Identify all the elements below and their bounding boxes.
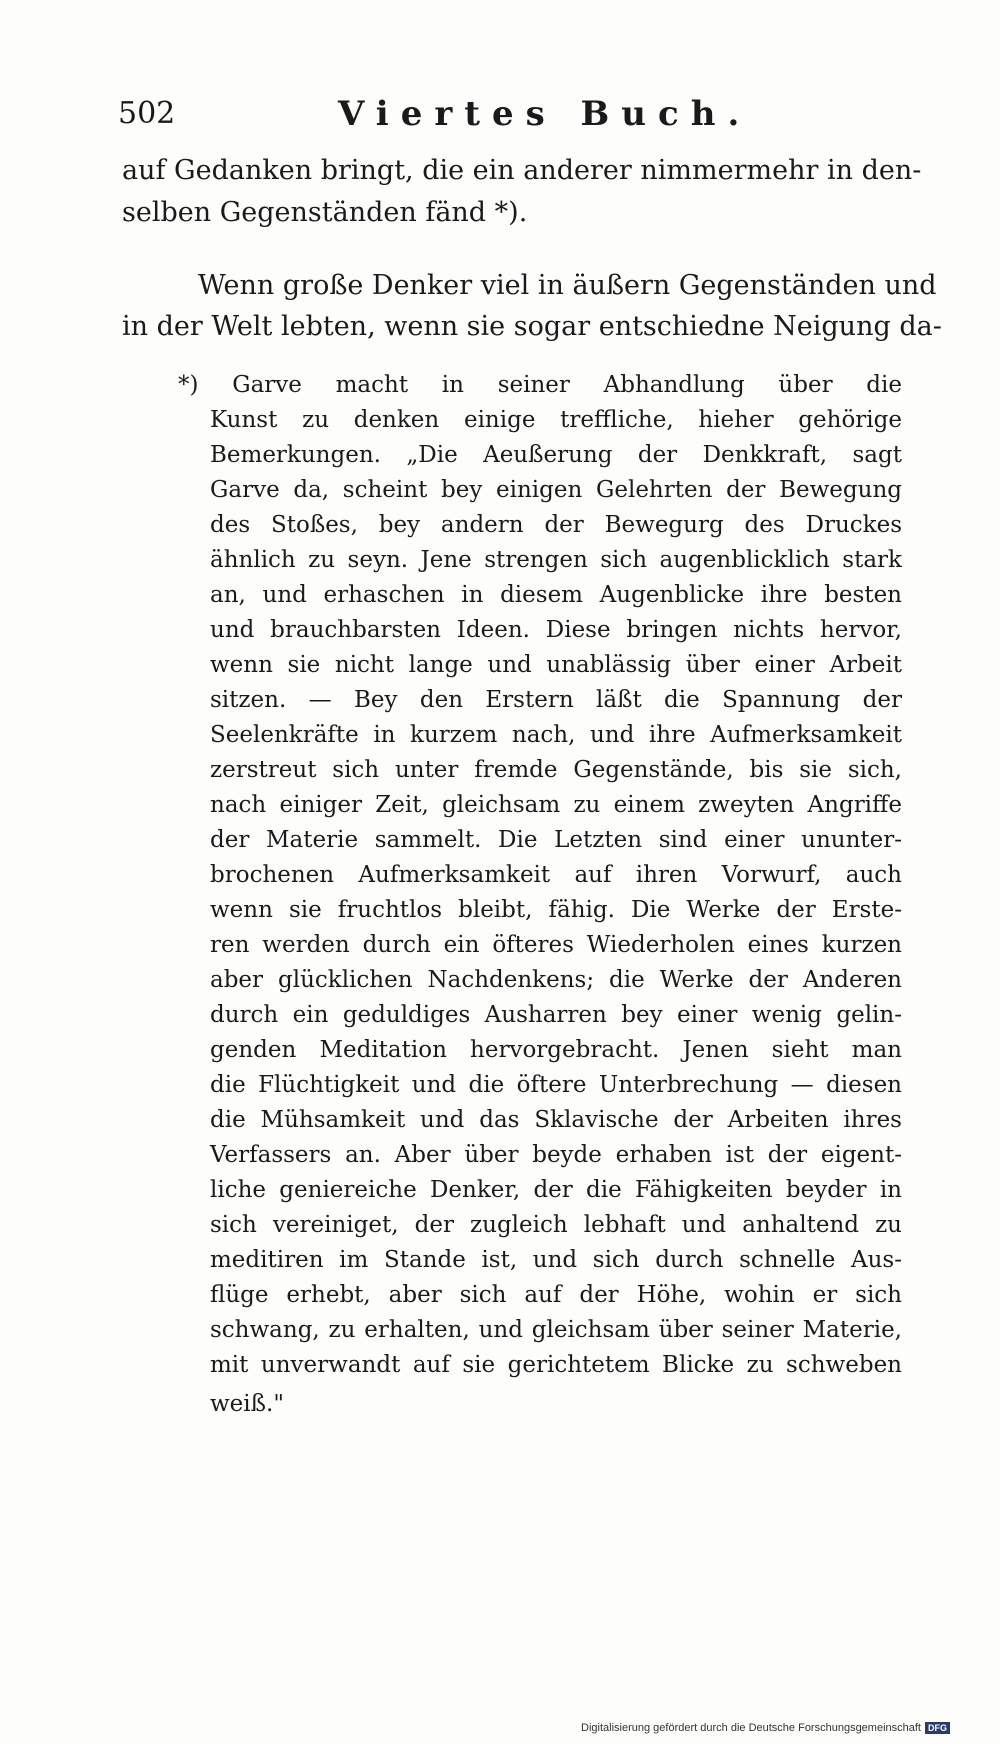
footnote-line: Seelenkräfte in kurzem nach, und ihre Aufmerksamkeit xyxy=(210,722,902,748)
footnote-line: Garve da, scheint bey einigen Gelehrten der Bewegung xyxy=(210,477,902,503)
footnote-line: genden Meditation hervorgebracht. Jenen sieht man xyxy=(210,1037,902,1063)
main-text-line: in der Welt lebten, wenn sie sogar entschiedne Neigung da- xyxy=(122,311,942,342)
footnote-line: die Flüchtigkeit und die öftere Unterbrechung — diesen xyxy=(210,1072,902,1098)
credit-text: Digitalisierung gefördert durch die Deutsche Forschungsgemeinschaft xyxy=(581,1722,921,1734)
footnote-line: ähnlich zu seyn. Jene strengen sich augenblicklich stark xyxy=(210,547,902,573)
footnote-line: der Materie sammelt. Die Letzten sind einer ununter- xyxy=(210,827,902,853)
footnote-line: zerstreut sich unter fremde Gegenstände, bis sie sich, xyxy=(210,757,902,783)
main-text-line: selben Gegenständen fänd *). xyxy=(122,197,528,228)
footnote-line: und brauchbarsten Ideen. Diese bringen nichts hervor, xyxy=(210,617,902,643)
footnote-line: *) Garve macht in seiner Abhandlung über die xyxy=(178,372,902,398)
footnote-line: sitzen. — Bey den Erstern läßt die Spannung der xyxy=(210,687,902,713)
footnote-line: sich vereiniget, der zugleich lebhaft und anhaltend zu xyxy=(210,1212,902,1238)
footnote-line: Bemerkungen. „Die Aeußerung der Denkkraft, sagt xyxy=(210,442,902,468)
footnote-line: ren werden durch ein öfteres Wiederholen eines kurzen xyxy=(210,932,902,958)
footnote-line: liche geniereiche Denker, der die Fähigkeiten beyder in xyxy=(210,1177,902,1203)
footnote-line: an, und erhaschen in diesem Augenblicke ihre besten xyxy=(210,582,902,608)
footnote-line: durch ein geduldiges Ausharren bey einer wenig gelin- xyxy=(210,1002,902,1028)
footnote-line: Verfassers an. Aber über beyde erhaben ist der eigent- xyxy=(210,1142,902,1168)
page-number: 502 xyxy=(118,96,176,131)
page-header xyxy=(118,96,918,146)
footnote-line: weiß." xyxy=(210,1391,284,1417)
dfg-logo: DFG xyxy=(925,1722,950,1734)
footnote-line: wenn sie nicht lange und unablässig über einer Arbeit xyxy=(210,652,902,678)
footnote-line: Kunst zu denken einige treffliche, hieher gehörige xyxy=(210,407,902,433)
footnote-line: aber glücklichen Nachdenkens; die Werke der Anderen xyxy=(210,967,902,993)
footnote-line: mit unverwandt auf sie gerichtetem Blicke zu schweben xyxy=(210,1352,902,1378)
footnote-line: brochenen Aufmerksamkeit auf ihren Vorwurf, auch xyxy=(210,862,902,888)
running-head: Viertes Buch. xyxy=(338,94,752,134)
footnote-line: schwang, zu erhalten, und gleichsam über seiner Materie, xyxy=(210,1317,902,1343)
footnote-line: des Stoßes, bey andern der Bewegurg des Druckes xyxy=(210,512,902,538)
digitization-credit xyxy=(581,1722,950,1734)
footnote-line: meditiren im Stande ist, und sich durch schnelle Aus- xyxy=(210,1247,902,1273)
footnote-line: flüge erhebt, aber sich auf der Höhe, wohin er sich xyxy=(210,1282,902,1308)
footnote-line: die Mühsamkeit und das Sklavische der Arbeiten ihres xyxy=(210,1107,902,1133)
main-text-line: Wenn große Denker viel in äußern Gegenständen und xyxy=(198,270,937,301)
main-text-line: auf Gedanken bringt, die ein anderer nimmermehr in den- xyxy=(122,155,922,186)
footnote-line: nach einiger Zeit, gleichsam zu einem zweyten Angriffe xyxy=(210,792,902,818)
footnote-line: wenn sie fruchtlos bleibt, fähig. Die Werke der Erste- xyxy=(210,897,902,923)
